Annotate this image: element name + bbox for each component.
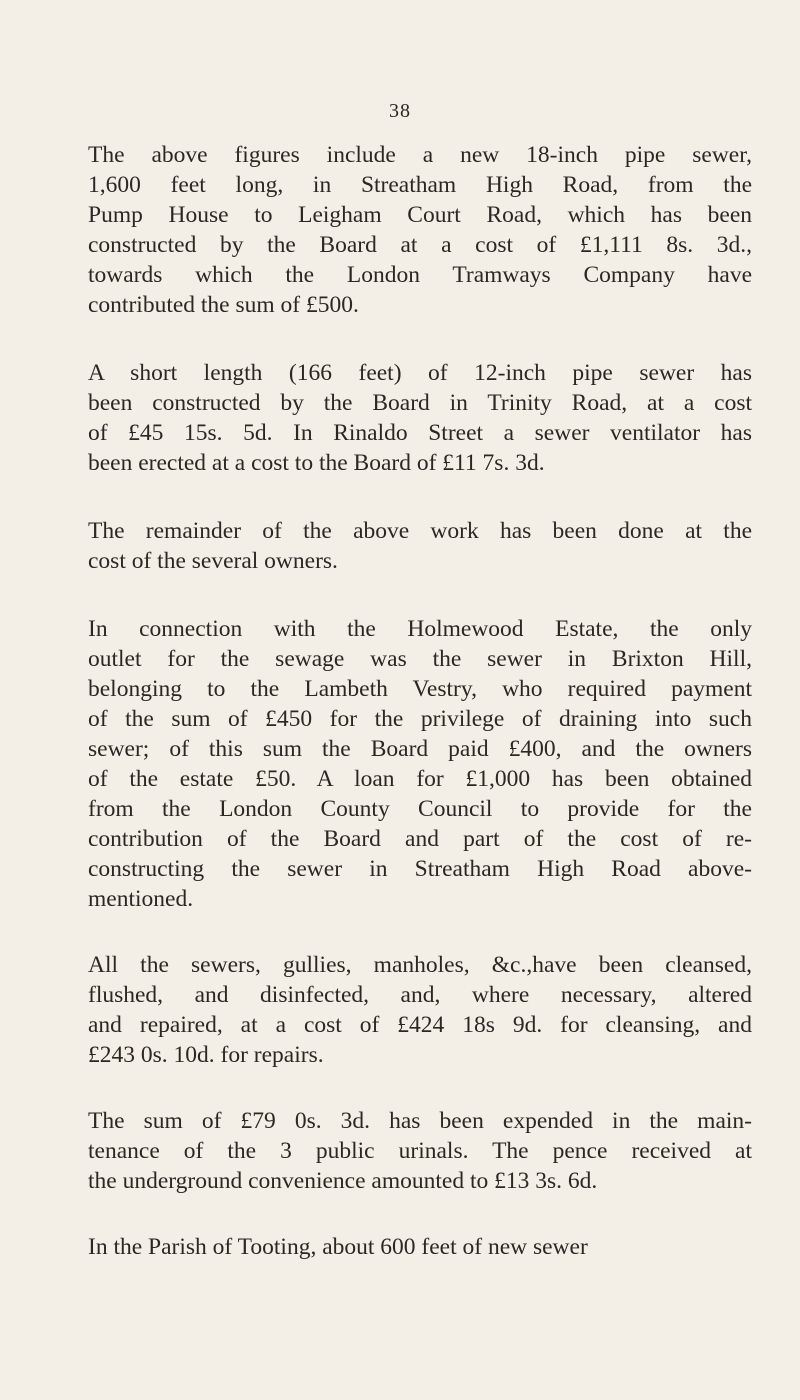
- paragraph-cleansing: [88, 950, 752, 1070]
- text-line: outlet for the sewage was the sewer in Brixton Hill,: [88, 646, 752, 672]
- paragraph-remainder: [88, 516, 752, 576]
- text-line: sewer; of this sum the Board paid £400, and the owners: [88, 736, 752, 762]
- text-line: mentioned.: [88, 886, 194, 912]
- text-line: and repaired, at a cost of £424 18s 9d. for cleansing, and: [88, 1012, 752, 1038]
- text-line: £243 0s. 10d. for repairs.: [88, 1042, 324, 1068]
- text-line: In connection with the Holmewood Estate, the only: [88, 616, 752, 642]
- text-line: towards which the London Tramways Company have: [88, 262, 752, 288]
- text-line: of the estate £50. A loan for £1,000 has been obtained: [88, 766, 752, 792]
- paragraph-urinals: [88, 1106, 752, 1196]
- text-line: Pump House to Leigham Court Road, which has been: [88, 202, 752, 228]
- text-line: The above figures include a new 18-inch pipe sewer,: [88, 142, 752, 168]
- paragraph-trinity-road: [88, 358, 752, 478]
- text-line: In the Parish of Tooting, about 600 feet of new sewer: [88, 1234, 588, 1260]
- text-line: tenance of the 3 public urinals. The pence received at: [88, 1138, 752, 1164]
- text-line: flushed, and disinfected, and, where necessary, altered: [88, 982, 752, 1008]
- text-line: contribution of the Board and part of the cost of re-: [88, 826, 752, 852]
- text-line: The remainder of the above work has been done at the: [88, 518, 752, 544]
- text-line: 1,600 feet long, in Streatham High Road, from the: [88, 172, 752, 198]
- paragraph-tramways-sewer: [88, 140, 752, 320]
- paragraph-holmewood-estate: [88, 614, 752, 914]
- text-line: All the sewers, gullies, manholes, &c.,have been cleansed,: [88, 952, 752, 978]
- text-line: been constructed by the Board in Trinity Road, at a cost: [88, 390, 752, 416]
- text-line: contributed the sum of £500.: [88, 292, 359, 318]
- text-line: the underground convenience amounted to £13 3s. 6d.: [88, 1168, 598, 1194]
- text-line: constructing the sewer in Streatham High Road above-: [88, 856, 752, 882]
- text-line: cost of the several owners.: [88, 548, 338, 574]
- text-line: belonging to the Lambeth Vestry, who required payment: [88, 676, 752, 702]
- text-line: constructed by the Board at a cost of £1,111 8s. 3d.,: [88, 232, 752, 258]
- text-line: of the sum of £450 for the privilege of draining into such: [88, 706, 752, 732]
- paragraph-tooting: [88, 1232, 752, 1262]
- body-text: [88, 140, 752, 1298]
- text-line: of £45 15s. 5d. In Rinaldo Street a sewer ventilator has: [88, 420, 752, 446]
- text-line: A short length (166 feet) of 12-inch pipe sewer has: [88, 360, 752, 386]
- page-number: 38: [389, 100, 411, 122]
- text-line: been erected at a cost to the Board of £11 7s. 3d.: [88, 450, 545, 476]
- text-line: from the London County Council to provide for the: [88, 796, 752, 822]
- text-line: The sum of £79 0s. 3d. has been expended in the main-: [88, 1108, 752, 1134]
